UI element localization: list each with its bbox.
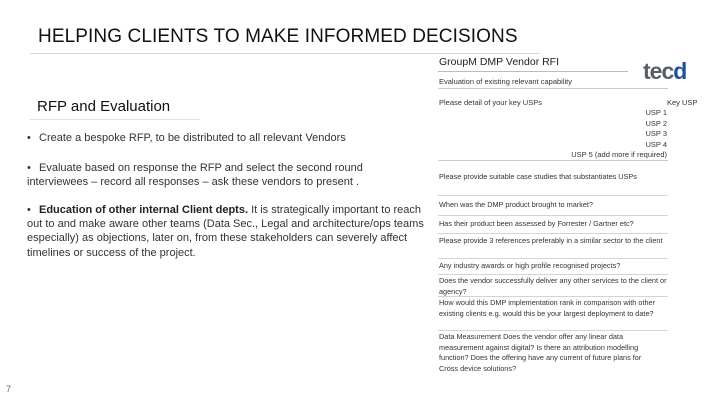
bullet-dot: • bbox=[27, 204, 31, 216]
logo-text: tec bbox=[643, 58, 674, 84]
bullet-item bbox=[27, 131, 417, 145]
rfi-subtitle: Evaluation of existing relevant capability bbox=[439, 77, 572, 86]
rfi-question: How would this DMP implementation rank in comparison with other existing clients e.g. would this be your largest deployment to date? bbox=[439, 298, 656, 318]
usp-column-label: Key USP bbox=[667, 98, 698, 107]
rfi-question-divider bbox=[438, 195, 668, 196]
rfi-question: Please provide 3 references preferably in a similar sector to the client bbox=[439, 236, 663, 245]
section-title: RFP and Evaluation bbox=[37, 98, 171, 115]
section-divider bbox=[30, 119, 200, 120]
rfi-question: Any industry awards or high profile recognised projects? bbox=[439, 261, 621, 270]
rfi-question-divider bbox=[438, 274, 668, 275]
bullet-bold-text: Education of other internal Client depts. bbox=[39, 204, 249, 216]
bullet-text: Create a bespoke RFP, to be distributed to all relevant Vendors bbox=[39, 132, 346, 144]
logo-accent: d bbox=[673, 58, 687, 84]
rfi-title: GroupM DMP Vendor RFI bbox=[439, 56, 560, 68]
usp-item: USP 5 (add more if required) bbox=[571, 150, 667, 160]
tecd-logo bbox=[643, 58, 686, 85]
rfi-question: Please provide suitable case studies that substantiates USPs bbox=[439, 172, 637, 181]
rfi-question: Has their product been assessed by Forrester / Gartner etc? bbox=[439, 219, 634, 228]
rfi-question-divider bbox=[438, 296, 668, 297]
rfi-question-divider bbox=[438, 258, 668, 259]
page-number: 7 bbox=[6, 384, 12, 394]
rfi-question: Does the vendor successfully deliver any other services to the client or agency? bbox=[439, 276, 667, 296]
rfi-question-divider bbox=[438, 330, 668, 331]
bullet-text: Evaluate based on response the RFP and select the second round interviewees – record all responses – ask these vendors to present . bbox=[27, 162, 363, 189]
usp-item: USP 3 bbox=[645, 129, 667, 139]
rfi-question: Data Measurement Does the vendor offer any linear data measurement against digital? Is there an attribution modelling function? Does the offering have any current of future plans for Cross device solutions? bbox=[439, 332, 642, 373]
usp-item: USP 2 bbox=[645, 118, 667, 128]
usp-question: Please detail of your key USPs bbox=[439, 98, 542, 107]
rfi-question-divider bbox=[438, 215, 668, 216]
bullet-item bbox=[27, 203, 427, 260]
bullet-dot: • bbox=[27, 162, 31, 174]
bullet-dot: • bbox=[27, 132, 31, 144]
bullet-text: It is strategically important to reach out to and make aware other teams (Data Sec., Legal and architecture/ops teams especially) as objections, later on, from these stakeholders can severely affect timelines or success of the project. bbox=[27, 204, 424, 259]
slide-title: HELPING CLIENTS TO MAKE INFORMED DECISIONS bbox=[38, 26, 518, 47]
rfi-title-divider bbox=[438, 71, 628, 72]
title-divider bbox=[30, 53, 540, 54]
usp-list bbox=[540, 108, 667, 161]
rfi-subtitle-divider bbox=[438, 88, 668, 89]
usp-item: USP 1 bbox=[645, 108, 667, 117]
usp-item: USP 4 bbox=[645, 139, 667, 149]
rfi-question-divider bbox=[438, 233, 668, 234]
usp-divider bbox=[438, 160, 668, 161]
bullet-item bbox=[27, 161, 412, 189]
rfi-question: When was the DMP product brought to market? bbox=[439, 200, 593, 209]
